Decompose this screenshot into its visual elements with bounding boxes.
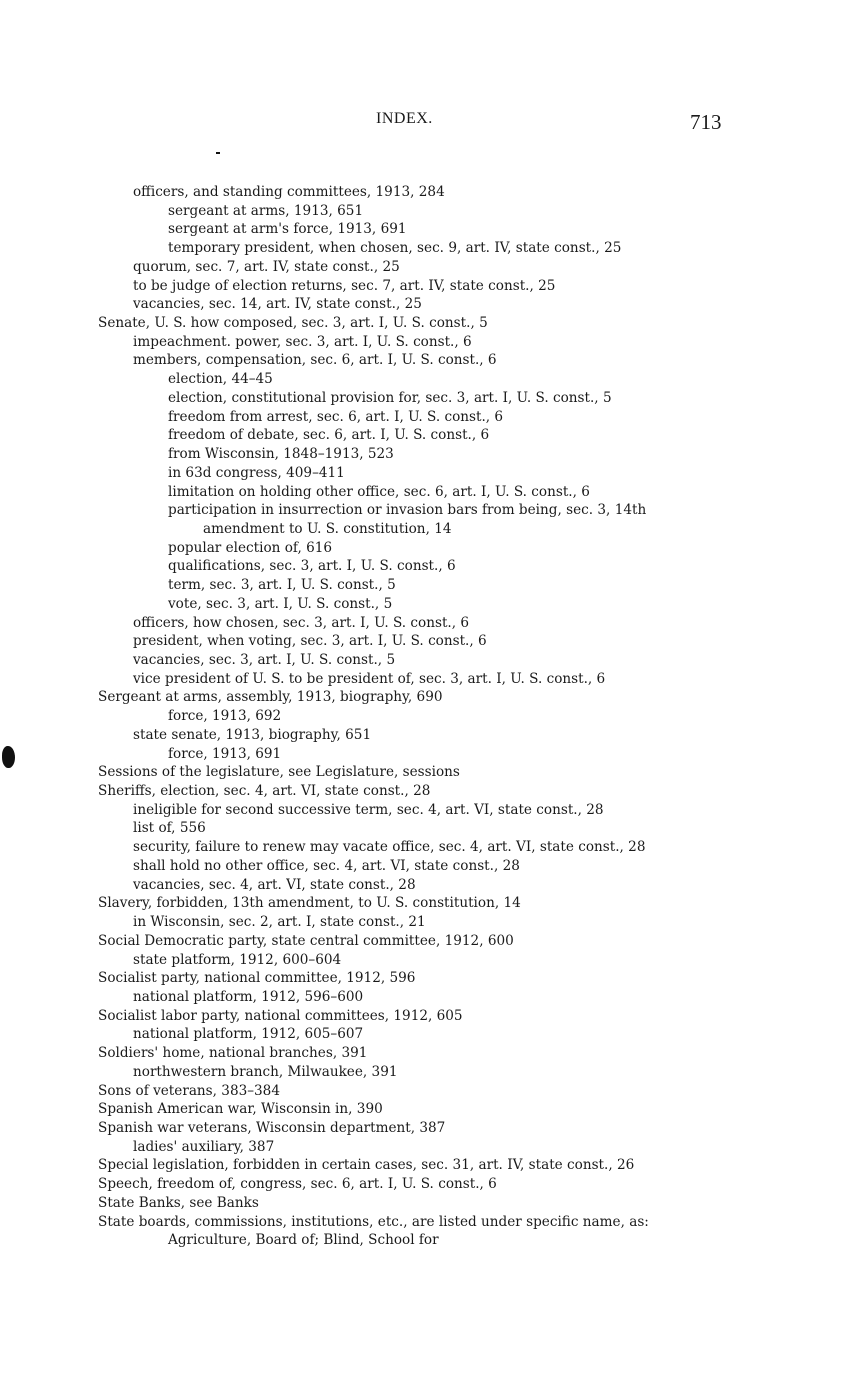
index-entry: sergeant at arms, 1913, 651 [168,202,364,219]
index-entry: Socialist party, national committee, 1912, 596 [98,970,416,987]
index-entry: vacancies, sec. 3, art. I, U. S. const., 5 [133,652,396,668]
index-entry: force, 1913, 692 [168,708,282,725]
ink-speck [216,152,220,154]
index-entry: Social Democratic party, state central committee, 1912, 600 [98,932,514,949]
index-entry: national platform, 1912, 605–607 [133,1026,364,1043]
index-entry: popular election of, 616 [168,539,333,556]
index-entry: Socialist labor party, national committees, 1912, 605 [98,1007,463,1024]
index-entry: from Wisconsin, 1848–1913, 523 [168,446,394,463]
index-entry: State boards, commissions, institutions, etc., are listed under specific name, as: [98,1213,649,1230]
index-entry: Senate, U. S. how composed, sec. 3, art. I, U. S. const., 5 [98,315,488,332]
index-entry: in 63d congress, 409–411 [168,464,345,481]
index-entry: qualifications, sec. 3, art. I, U. S. const., 6 [168,558,456,575]
index-entry: Spanish American war, Wisconsin in, 390 [98,1101,383,1118]
index-entry: ladies' auxiliary, 387 [133,1138,275,1155]
index-entry: officers, how chosen, sec. 3, art. I, U. S. const., 6 [133,614,470,631]
index-entry: election, 44–45 [168,371,273,388]
index-entry: state senate, 1913, biography, 651 [133,726,372,743]
index-entry: Soldiers' home, national branches, 391 [98,1045,368,1062]
index-entry: vacancies, sec. 14, art. IV, state const., 25 [133,296,422,313]
index-entry: amendment to U. S. constitution, 14 [203,520,452,537]
index-entry: election, constitutional provision for, sec. 3, art. I, U. S. const., 5 [168,389,612,406]
index-entry: Sheriffs, election, sec. 4, art. VI, state const., 28 [98,783,431,800]
index-entry: to be judge of election returns, sec. 7, art. IV, state const., 25 [133,277,556,294]
index-entry: vote, sec. 3, art. I, U. S. const., 5 [168,595,393,612]
index-entry: Slavery, forbidden, 13th amendment, to U. S. constitution, 14 [98,895,521,912]
index-entry: northwestern branch, Milwaukee, 391 [133,1063,398,1080]
index-entry: in Wisconsin, sec. 2, art. I, state const., 21 [133,914,426,931]
index-entry: term, sec. 3, art. I, U. S. const., 5 [168,577,396,594]
index-entry: freedom from arrest, sec. 6, art. I, U. S. const., 6 [168,408,504,425]
index-entry: participation in insurrection or invasion bars from being, sec. 3, 14th [168,502,647,519]
index-entry: state platform, 1912, 600–604 [133,951,342,968]
index-entry: security, failure to renew may vacate office, sec. 4, art. VI, state const., 28 [133,839,646,856]
page-title: INDEX. [376,110,433,127]
index-entry: limitation on holding other office, sec. 6, art. I, U. S. const., 6 [168,483,590,500]
index-entry: Sons of veterans, 383–384 [98,1082,280,1099]
index-entry: freedom of debate, sec. 6, art. I, U. S. const., 6 [168,427,490,444]
index-entry: members, compensation, sec. 6, art. I, U. S. const., 6 [133,352,497,369]
index-entry: Agriculture, Board of; Blind, School for [168,1232,439,1249]
index-entry: Speech, freedom of, congress, sec. 6, art. I, U. S. const., 6 [98,1176,497,1193]
index-entry: officers, and standing committees, 1913, 284 [133,184,445,200]
index-entry: shall hold no other office, sec. 4, art. VI, state const., 28 [133,857,520,874]
index-entry: impeachment. power, sec. 3, art. I, U. S. const., 6 [133,333,472,350]
page-number: 713 [690,110,722,134]
index-entry: temporary president, when chosen, sec. 9, art. IV, state const., 25 [168,240,622,257]
index-entry: sergeant at arm's force, 1913, 691 [168,221,407,238]
index-entry: list of, 556 [133,820,206,837]
index-entry: vacancies, sec. 4, art. VI, state const., 28 [133,876,416,893]
index-entry: national platform, 1912, 596–600 [133,988,364,1005]
index-entry: force, 1913, 691 [168,745,282,762]
index-entry: Sessions of the legislature, see Legislature, sessions [98,764,460,781]
index-entry: Special legislation, forbidden in certain cases, sec. 31, art. IV, state const., 26 [98,1157,635,1174]
index-entry: president, when voting, sec. 3, art. I, U. S. const., 6 [133,633,487,650]
index-entry: Spanish war veterans, Wisconsin department, 387 [98,1120,446,1136]
index-entry: quorum, sec. 7, art. IV, state const., 25 [133,258,400,275]
index-entry: State Banks, see Banks [98,1194,259,1211]
index-entry: ineligible for second successive term, sec. 4, art. VI, state const., 28 [133,801,604,818]
ink-blot [2,746,15,768]
index-entry: vice president of U. S. to be president of, sec. 3, art. I, U. S. const., 6 [133,670,606,687]
index-entry: Sergeant at arms, assembly, 1913, biography, 690 [98,689,443,706]
